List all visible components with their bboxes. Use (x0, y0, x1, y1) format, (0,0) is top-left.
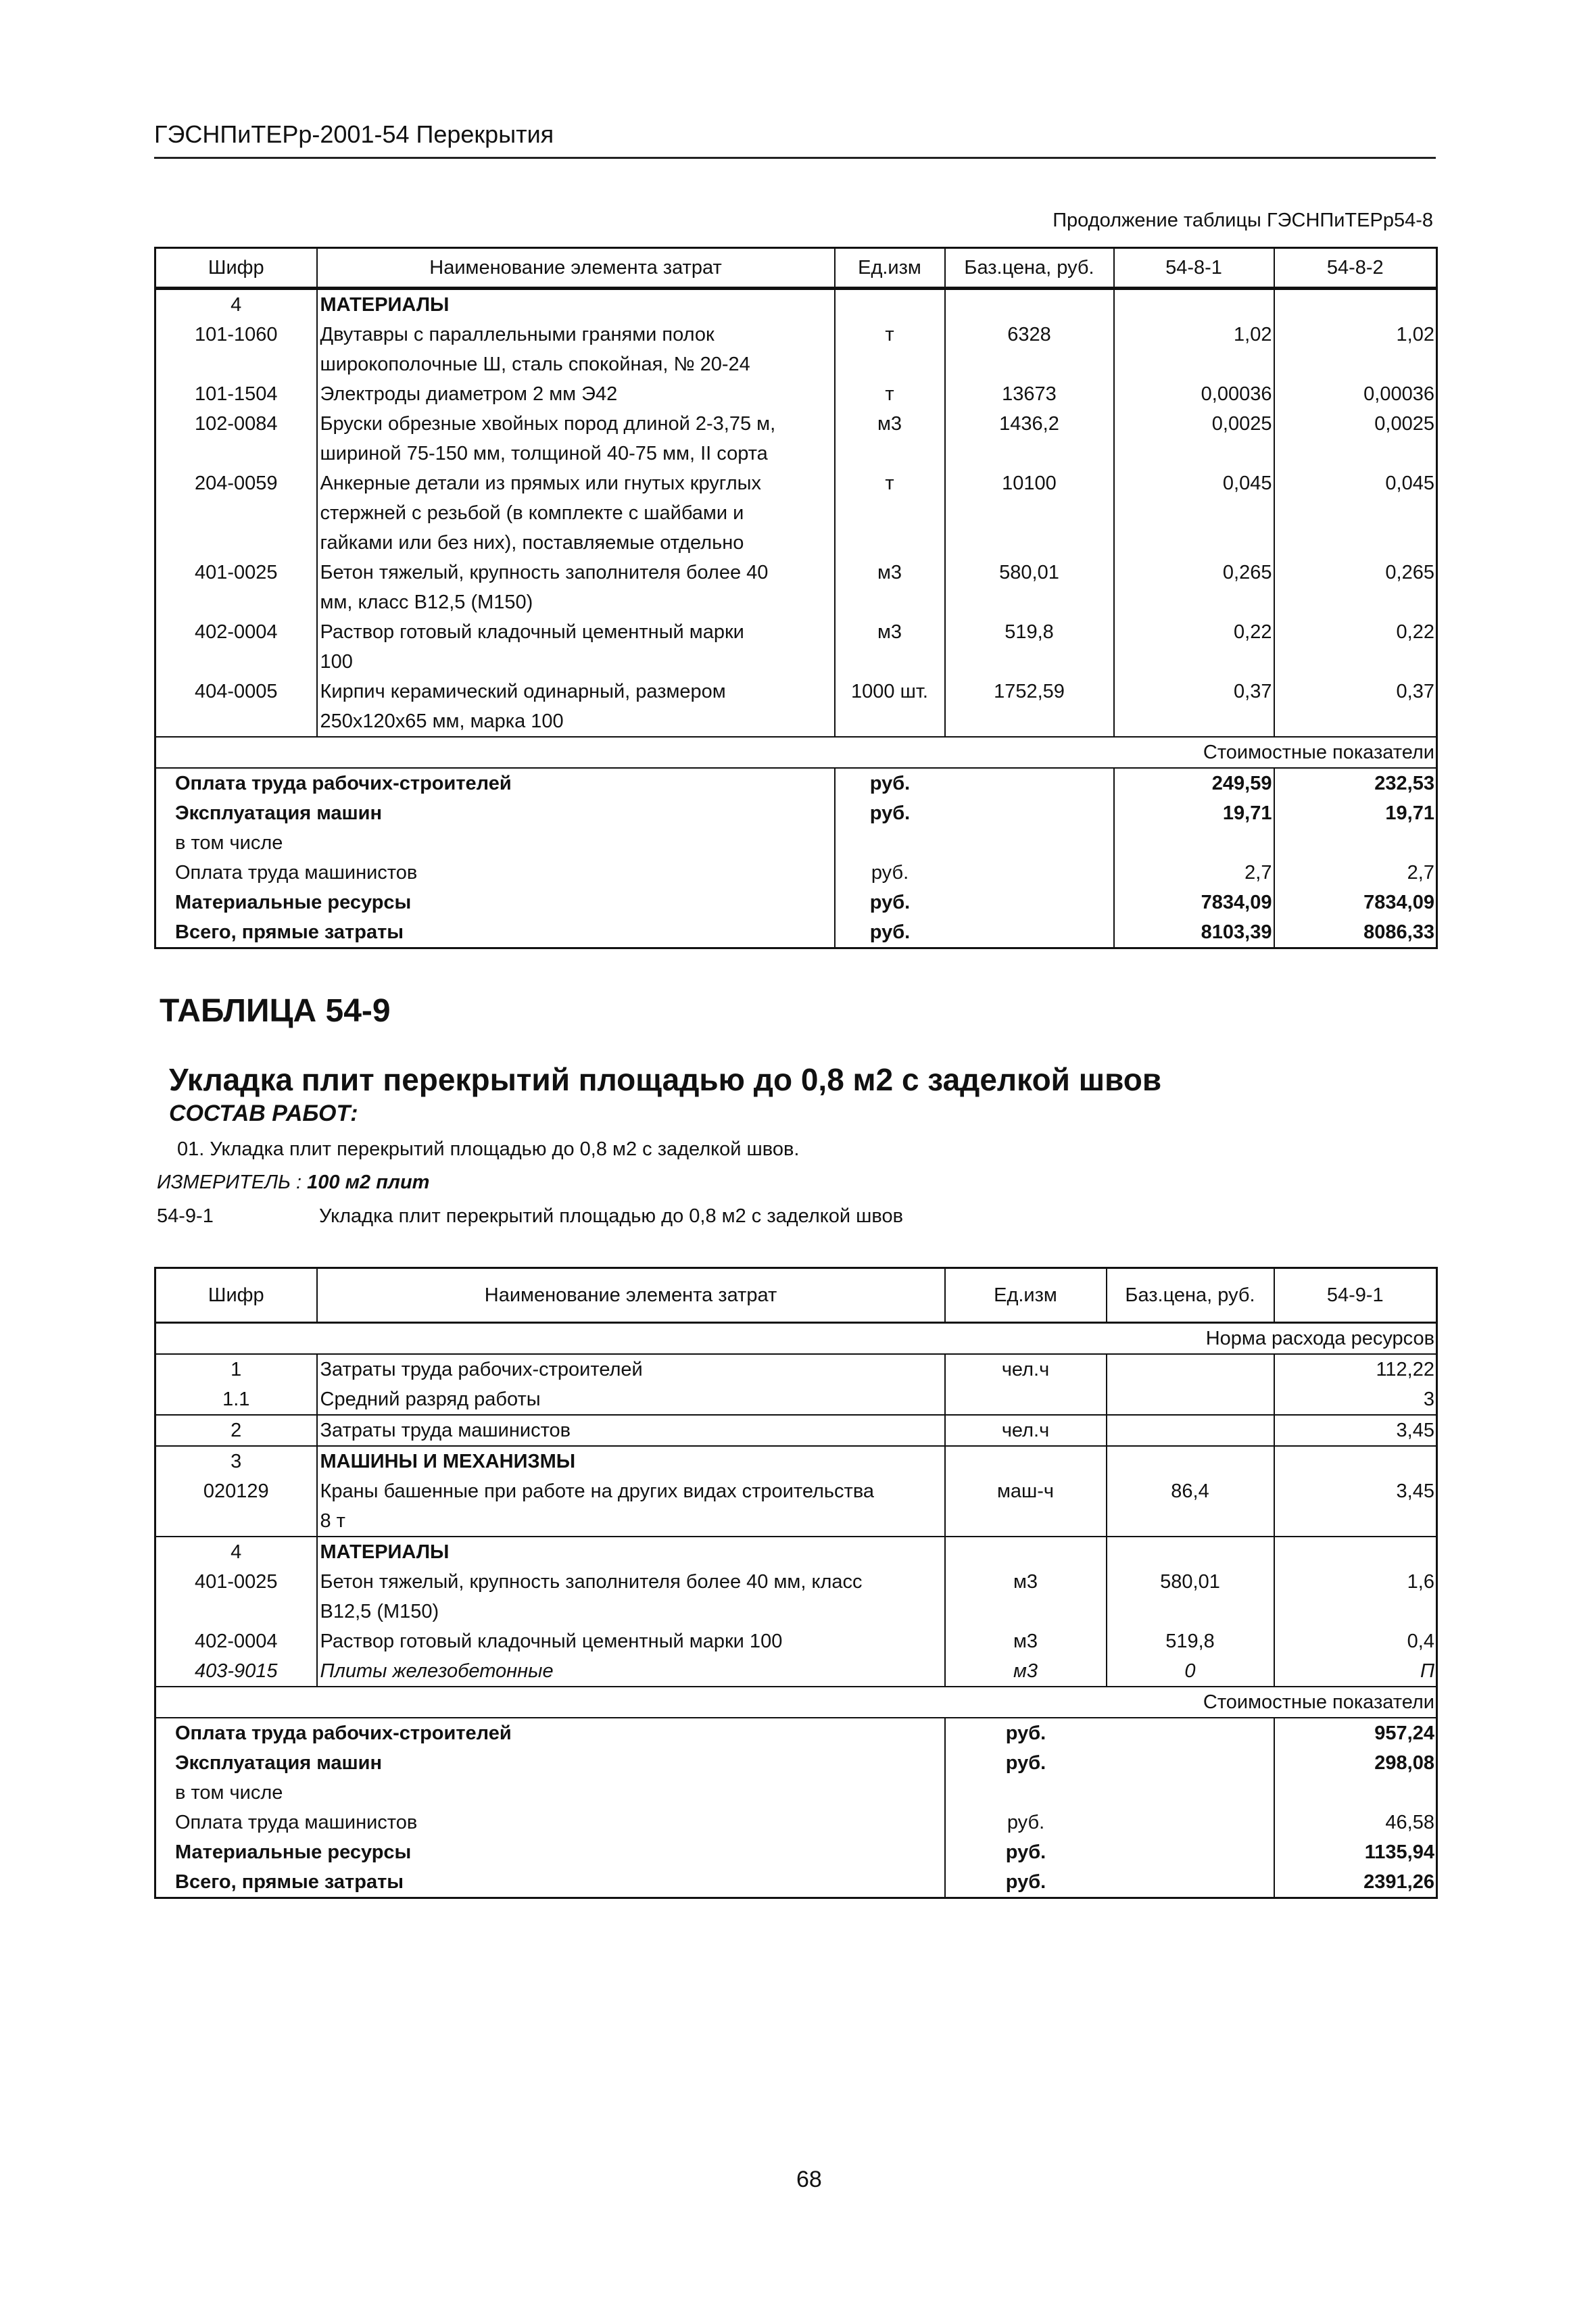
cost-unit (945, 1778, 1107, 1808)
row-name: Раствор готовый кладочный цементный марки 100 (317, 617, 835, 677)
row-name: Раствор готовый кладочный цементный марки 100 (317, 1626, 945, 1656)
row-unit: т (835, 379, 945, 409)
table-row (155, 1567, 1437, 1626)
row-unit (945, 1446, 1107, 1476)
row-unit (945, 1384, 1107, 1415)
row-name: Бетон тяжелый, крупность заполнителя более 40 мм, класс В12,5 (М150) (317, 1567, 945, 1626)
table-row (155, 1656, 1437, 1687)
table-continuation-label: Продолжение таблицы ГЭСНПиТЕРр54-8 (1053, 210, 1433, 231)
table-row (155, 409, 1437, 468)
table-row (155, 617, 1437, 677)
row-value: 0,0025 (1274, 409, 1437, 468)
cost-row (155, 828, 1437, 858)
cost-row (155, 1808, 1437, 1837)
row-name: Бетон тяжелый, крупность заполнителя более 40 мм, класс В12,5 (М150) (317, 558, 835, 617)
column-header: Баз.цена, руб. (945, 248, 1114, 289)
row-code: 4 (231, 1541, 242, 1563)
row-value (1274, 1537, 1437, 1567)
cost-value: 8086,33 (1274, 917, 1437, 948)
row-value: 0,265 (1274, 558, 1437, 617)
norm-code: 54-9-1 (157, 1205, 214, 1227)
cost-name: в том числе (175, 1782, 283, 1804)
row-value: 0,0025 (1114, 409, 1274, 468)
column-header: Шифр (155, 1268, 317, 1323)
column-header: 54-8-1 (1114, 248, 1274, 289)
row-value (1274, 289, 1437, 320)
cost-value: 957,24 (1274, 1718, 1437, 1748)
cost-unit: руб. (835, 798, 945, 828)
row-price: 10100 (945, 468, 1114, 558)
row-price: 519,8 (1107, 1626, 1274, 1656)
cost-value (1114, 828, 1274, 858)
row-unit (835, 289, 945, 320)
measure-value: 100 м2 плит (307, 1172, 430, 1193)
table-row (155, 379, 1437, 409)
column-header: Наименование элемента затрат (317, 1268, 945, 1323)
row-name: Электроды диаметром 2 мм Э42 (317, 379, 835, 409)
running-head: ГЭСНПиТЕРр-2001-54 Перекрытия (154, 120, 554, 148)
row-name: Двутавры с параллельными гранями полок широкополочные Ш, сталь спокойная, № 20-24 (317, 320, 835, 379)
cost-unit (835, 828, 945, 858)
column-header: Баз.цена, руб. (1107, 1268, 1274, 1323)
row-code: 402-0004 (194, 1631, 278, 1652)
row-price (1107, 1384, 1274, 1415)
row-name: Кирпич керамический одинарный, размером 250х120х65 мм, марка 100 (317, 677, 835, 737)
row-price (1107, 1537, 1274, 1567)
cost-name: Эксплуатация машин (175, 1752, 383, 1774)
row-unit (945, 1537, 1107, 1567)
cost-value (1274, 1778, 1437, 1808)
cost-row (155, 798, 1437, 828)
row-unit: т (835, 468, 945, 558)
row-value: 0,045 (1274, 468, 1437, 558)
table-row (155, 289, 1437, 320)
column-header: Ед.изм (835, 248, 945, 289)
row-value: 3,45 (1274, 1476, 1437, 1537)
cost-row (155, 1837, 1437, 1867)
row-code: 3 (231, 1451, 242, 1472)
cost-name: Всего, прямые затраты (175, 1871, 404, 1893)
row-value: 0,22 (1114, 617, 1274, 677)
row-value: 0,00036 (1274, 379, 1437, 409)
cost-price-empty (1107, 1778, 1274, 1808)
row-price (1107, 1354, 1274, 1384)
row-value: 0,00036 (1114, 379, 1274, 409)
cost-price-empty (945, 888, 1114, 917)
row-code: 402-0004 (194, 621, 278, 643)
cost-price-empty (945, 798, 1114, 828)
row-unit: м3 (945, 1656, 1107, 1687)
cost-unit: руб. (945, 1748, 1107, 1778)
row-value (1114, 289, 1274, 320)
row-code: 020129 (203, 1480, 269, 1502)
cost-value: 2,7 (1114, 858, 1274, 888)
row-price: 1752,59 (945, 677, 1114, 737)
work-item: 01. Укладка плит перекрытий площадью до 0,8 м2 с заделкой швов. (177, 1138, 800, 1160)
table-row (155, 1354, 1437, 1384)
table-row (155, 320, 1437, 379)
row-unit: м3 (835, 558, 945, 617)
row-value: 3,45 (1274, 1415, 1437, 1446)
cost-name: Материальные ресурсы (175, 892, 412, 913)
work-composition-label: СОСТАВ РАБОТ: (169, 1101, 358, 1126)
cost-row (155, 1748, 1437, 1778)
cost-value: 298,08 (1274, 1748, 1437, 1778)
cost-price-empty (1107, 1808, 1274, 1837)
cost-price-empty (1107, 1718, 1274, 1748)
row-price: 580,01 (945, 558, 1114, 617)
norm-code-description: Укладка плит перекрытий площадью до 0,8 м2 с заделкой швов (319, 1205, 904, 1227)
cost-name: Оплата труда машинистов (175, 862, 418, 884)
cost-header: Стоимостные показатели (1203, 1691, 1434, 1713)
cost-unit: руб. (835, 768, 945, 798)
cost-name: Оплата труда машинистов (175, 1812, 418, 1833)
row-code: 401-0025 (194, 562, 278, 583)
cost-header-row (155, 1687, 1437, 1718)
cost-price-empty (945, 828, 1114, 858)
row-name: МАШИНЫ И МЕХАНИЗМЫ (317, 1446, 945, 1476)
row-unit: м3 (835, 617, 945, 677)
row-code: 204-0059 (194, 473, 278, 494)
row-price: 580,01 (1107, 1567, 1274, 1626)
cost-value: 46,58 (1274, 1808, 1437, 1837)
row-value: 112,22 (1274, 1354, 1437, 1384)
column-header: Шифр (155, 248, 317, 289)
row-name: МАТЕРИАЛЫ (317, 289, 835, 320)
table-row (155, 677, 1437, 737)
row-price (1107, 1446, 1274, 1476)
row-code: 2 (231, 1420, 242, 1441)
cost-value: 7834,09 (1114, 888, 1274, 917)
row-value: 0,37 (1274, 677, 1437, 737)
row-price: 86,4 (1107, 1476, 1274, 1537)
cost-price-empty (945, 768, 1114, 798)
cost-header: Стоимостные показатели (1203, 742, 1434, 763)
row-value: 0,265 (1114, 558, 1274, 617)
cost-row (155, 858, 1437, 888)
cost-unit: руб. (945, 1718, 1107, 1748)
table-row (155, 468, 1437, 558)
cost-unit: руб. (835, 858, 945, 888)
cost-name: Всего, прямые затраты (175, 921, 404, 943)
row-value: 1,02 (1274, 320, 1437, 379)
cost-row (155, 1718, 1437, 1748)
cost-row (155, 768, 1437, 798)
row-name: Плиты железобетонные (317, 1656, 945, 1687)
row-price: 13673 (945, 379, 1114, 409)
row-unit: маш-ч (945, 1476, 1107, 1537)
cost-header-row (155, 737, 1437, 768)
row-price (1107, 1415, 1274, 1446)
row-name: МАТЕРИАЛЫ (317, 1537, 945, 1567)
row-name: Анкерные детали из прямых или гнутых круглых стержней с резьбой (в комплекте с шайбами и гайками или без них), поставляемые отдельно (317, 468, 835, 558)
table-subtitle: Укладка плит перекрытий площадью до 0,8 м2 с заделкой швов (169, 1062, 1162, 1097)
cost-value: 8103,39 (1114, 917, 1274, 948)
row-price: 6328 (945, 320, 1114, 379)
table-row (155, 1446, 1437, 1476)
row-code: 101-1504 (194, 383, 278, 405)
cost-unit: руб. (835, 917, 945, 948)
cost-name: в том числе (175, 832, 283, 854)
row-unit: м3 (945, 1567, 1107, 1626)
row-price: 0 (1107, 1656, 1274, 1687)
row-value (1274, 1446, 1437, 1476)
cost-value: 1135,94 (1274, 1837, 1437, 1867)
table-row (155, 558, 1437, 617)
resource-table-54-9 (154, 1267, 1438, 1899)
row-value: 0,4 (1274, 1626, 1437, 1656)
cost-price-empty (945, 917, 1114, 948)
header-rule (154, 157, 1436, 159)
row-code: 102-0084 (194, 413, 278, 435)
row-price (945, 289, 1114, 320)
cost-value: 2391,26 (1274, 1867, 1437, 1898)
cost-row (155, 1778, 1437, 1808)
row-name: Краны башенные при работе на других видах строительства 8 т (317, 1476, 945, 1537)
cost-name: Эксплуатация машин (175, 802, 383, 824)
cost-value: 232,53 (1274, 768, 1437, 798)
cost-name: Материальные ресурсы (175, 1841, 412, 1863)
table-row (155, 1537, 1437, 1567)
row-unit: 1000 шт. (835, 677, 945, 737)
cost-row (155, 917, 1437, 948)
row-price: 519,8 (945, 617, 1114, 677)
norm-code-line (157, 1205, 904, 1228)
cost-price-empty (1107, 1867, 1274, 1898)
row-unit: м3 (835, 409, 945, 468)
section-header-row (155, 1323, 1437, 1355)
row-code: 101-1060 (194, 324, 278, 345)
page-number: 68 (796, 2167, 822, 2192)
table-row (155, 1384, 1437, 1415)
cost-value (1274, 828, 1437, 858)
cost-unit: руб. (945, 1808, 1107, 1837)
row-value: П (1274, 1656, 1437, 1687)
cost-value: 19,71 (1114, 798, 1274, 828)
row-value: 3 (1274, 1384, 1437, 1415)
row-code: 403-9015 (194, 1660, 278, 1682)
column-header: Ед.изм (945, 1268, 1107, 1323)
row-name: Бруски обрезные хвойных пород длиной 2-3,75 м, шириной 75-150 мм, толщиной 40-75 мм, II сорта (317, 409, 835, 468)
row-price: 1436,2 (945, 409, 1114, 468)
row-code: 1 (231, 1359, 242, 1380)
table-row (155, 1476, 1437, 1537)
row-value: 0,22 (1274, 617, 1437, 677)
row-code: 404-0005 (194, 681, 278, 702)
row-name: Затраты труда машинистов (317, 1415, 945, 1446)
row-unit: чел.ч (945, 1354, 1107, 1384)
cost-price-empty (1107, 1748, 1274, 1778)
norm-header: Норма расхода ресурсов (1205, 1328, 1434, 1349)
table-header-row (155, 248, 1437, 289)
cost-row (155, 888, 1437, 917)
row-code: 1.1 (222, 1389, 250, 1410)
cost-value: 249,59 (1114, 768, 1274, 798)
row-value: 0,045 (1114, 468, 1274, 558)
row-value: 0,37 (1114, 677, 1274, 737)
cost-name: Оплата труда рабочих-строителей (175, 1722, 512, 1744)
row-unit: чел.ч (945, 1415, 1107, 1446)
table-header-row (155, 1268, 1437, 1323)
column-header: Наименование элемента затрат (317, 248, 835, 289)
cost-unit: руб. (945, 1867, 1107, 1898)
measure-label: ИЗМЕРИТЕЛЬ : (157, 1172, 308, 1193)
row-value: 1,02 (1114, 320, 1274, 379)
cost-value: 19,71 (1274, 798, 1437, 828)
row-name: Затраты труда рабочих-строителей (317, 1354, 945, 1384)
table-row (155, 1415, 1437, 1446)
row-value: 1,6 (1274, 1567, 1437, 1626)
cost-unit: руб. (835, 888, 945, 917)
cost-unit: руб. (945, 1837, 1107, 1867)
table-title: ТАБЛИЦА 54-9 (160, 993, 391, 1029)
row-unit: м3 (945, 1626, 1107, 1656)
resource-table-54-8 (154, 247, 1438, 949)
cost-price-empty (1107, 1837, 1274, 1867)
row-unit: т (835, 320, 945, 379)
table-row (155, 1626, 1437, 1656)
measure-unit (157, 1172, 429, 1194)
row-name: Средний разряд работы (317, 1384, 945, 1415)
cost-row (155, 1867, 1437, 1898)
column-header: 54-8-2 (1274, 248, 1437, 289)
cost-price-empty (945, 858, 1114, 888)
row-code: 4 (231, 294, 242, 316)
cost-value: 2,7 (1274, 858, 1437, 888)
row-code: 401-0025 (194, 1571, 278, 1593)
cost-name: Оплата труда рабочих-строителей (175, 773, 512, 794)
column-header: 54-9-1 (1274, 1268, 1437, 1323)
cost-value: 7834,09 (1274, 888, 1437, 917)
